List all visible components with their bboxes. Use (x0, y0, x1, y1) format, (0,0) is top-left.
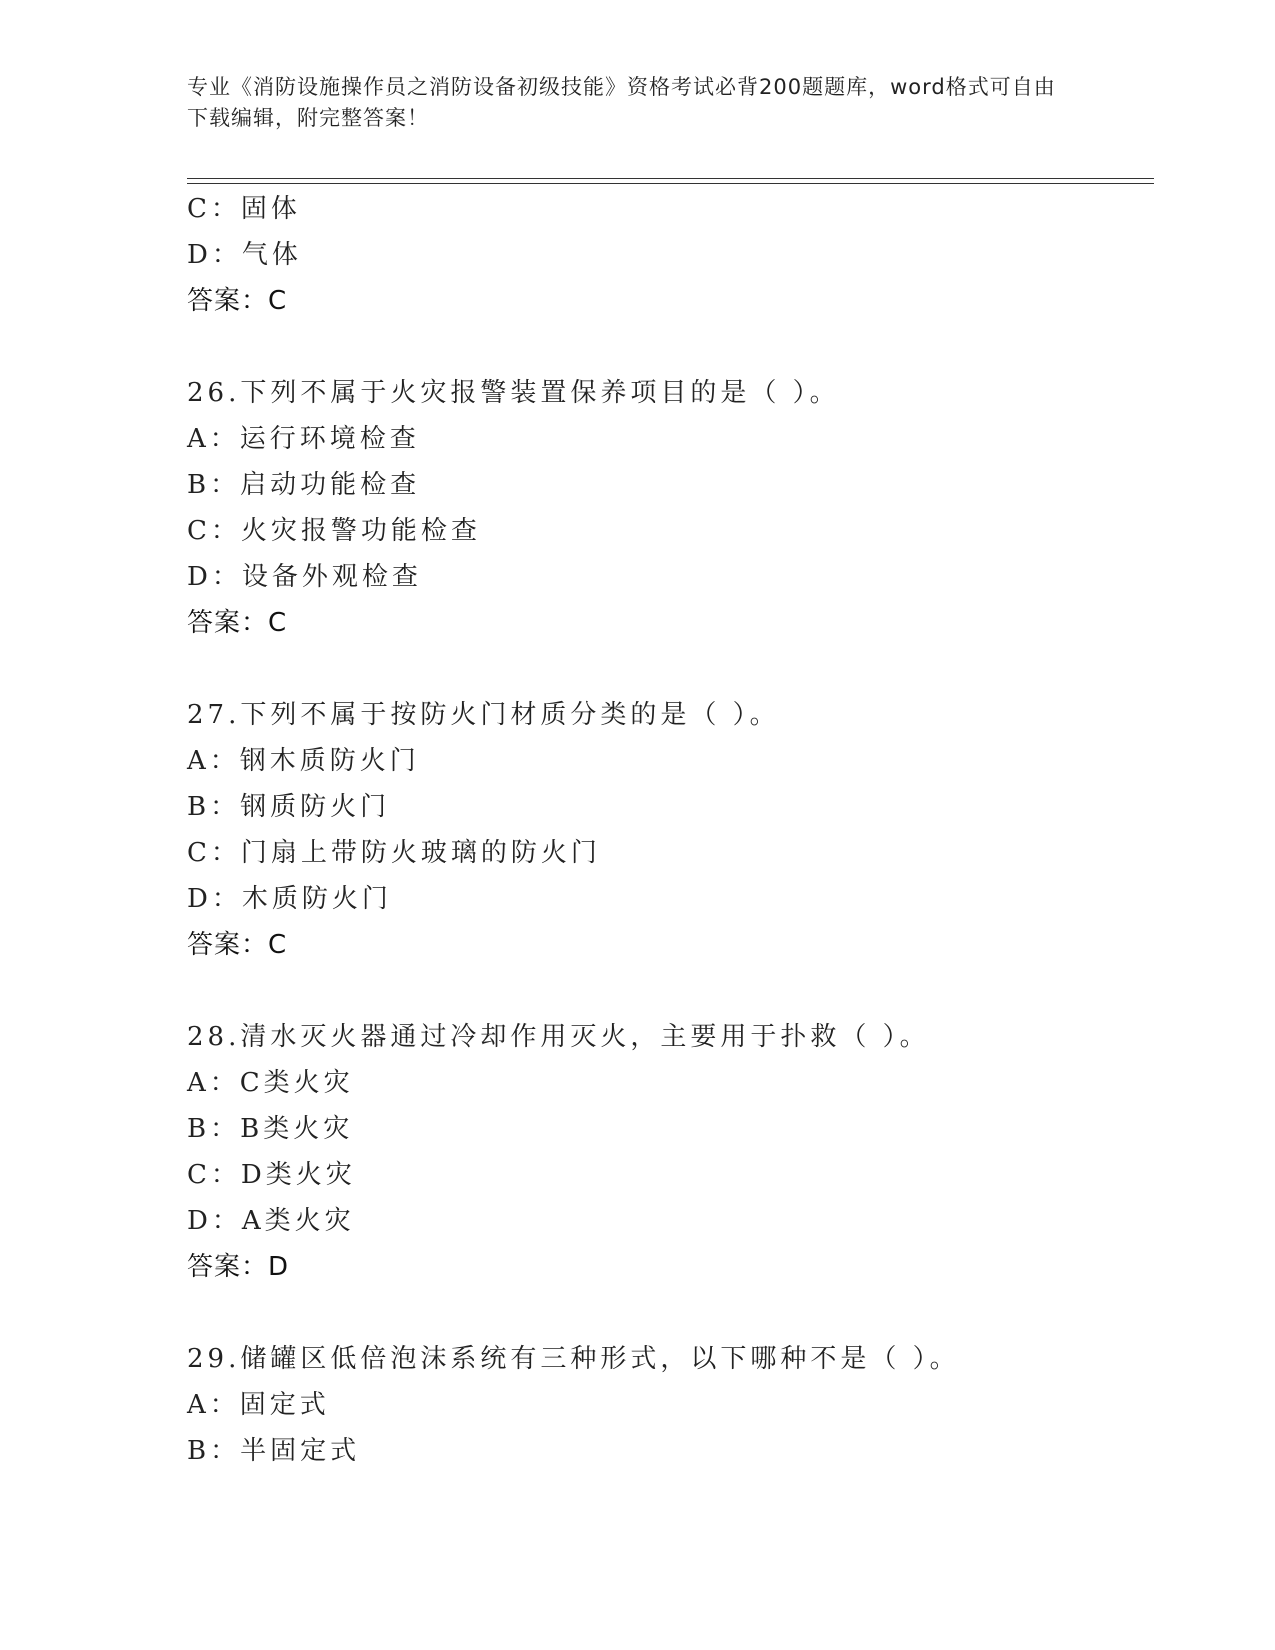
question-stem: 28.清水灭火器通过冷却作用灭火，主要用于扑救（ ）。 (187, 1022, 930, 1052)
option-c: C：火灾报警功能检查 (187, 516, 481, 546)
option-b: B：钢质防火门 (187, 792, 391, 822)
header-rule-top (187, 178, 1154, 179)
question-list (187, 186, 1154, 1474)
option-a: A：C类火灾 (187, 1068, 354, 1098)
option-d: D：设备外观检查 (187, 562, 422, 592)
question-stem: 29.储罐区低倍泡沫系统有三种形式，以下哪种不是（ ）。 (187, 1344, 960, 1374)
answer: 答案：C (187, 930, 288, 960)
option-d: D：气体 (187, 240, 302, 270)
option-d: D：木质防火门 (187, 884, 392, 914)
header-rule-bottom (187, 183, 1154, 184)
option-a: A：钢木质防火门 (187, 746, 420, 776)
option-c: C：固体 (187, 194, 301, 224)
option-a: A：固定式 (187, 1390, 330, 1420)
answer: 答案：D (187, 1252, 290, 1282)
question-stem: 26.下列不属于火灾报警装置保养项目的是（ ）。 (187, 378, 840, 408)
answer: 答案：C (187, 286, 288, 316)
option-b: B：B类火灾 (187, 1114, 354, 1144)
option-b: B：启动功能检查 (187, 470, 421, 500)
option-d: D：A类火灾 (187, 1206, 355, 1236)
option-c: C：门扇上带防火玻璃的防火门 (187, 838, 601, 868)
option-a: A：运行环境检查 (187, 424, 420, 454)
option-b: B：半固定式 (187, 1436, 361, 1466)
option-c: C：D类火灾 (187, 1160, 356, 1190)
answer: 答案：C (187, 608, 288, 638)
document-header: 专业《消防设施操作员之消防设备初级技能》资格考试必背200题题库，word格式可自由下载编辑，附完整答案！ (187, 75, 1056, 130)
question-stem: 27.下列不属于按防火门材质分类的是（ ）。 (187, 700, 780, 730)
